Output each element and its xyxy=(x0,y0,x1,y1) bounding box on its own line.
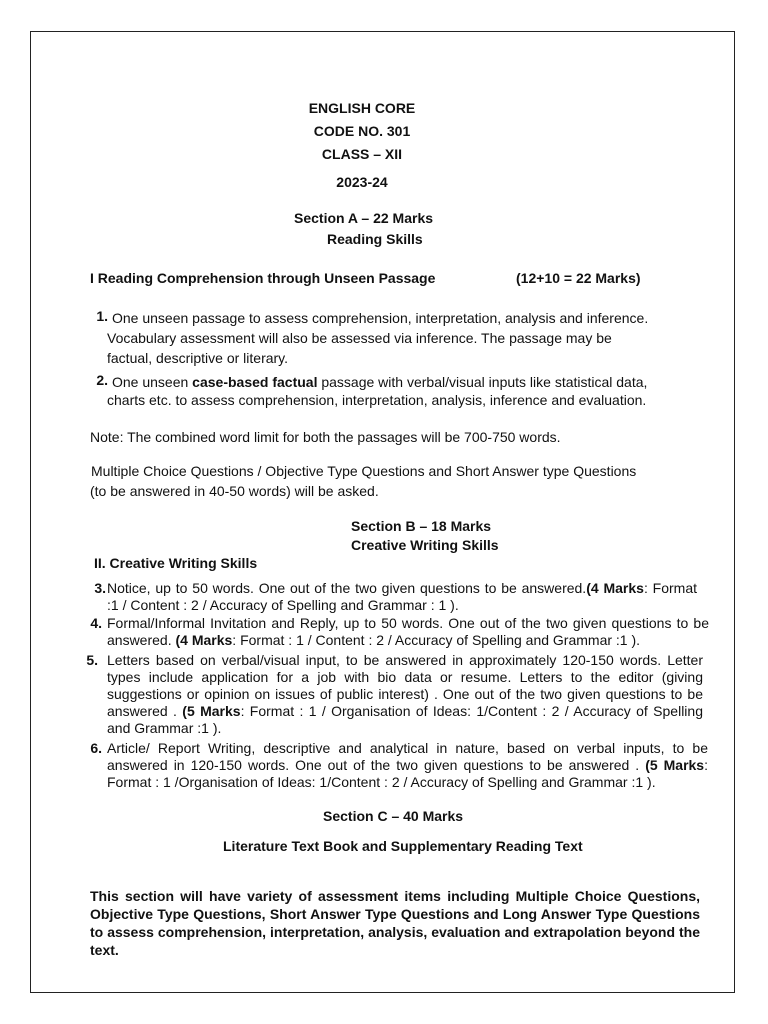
subject-title: ENGLISH CORE xyxy=(308,100,416,116)
item-1-line-1: One unseen passage to assess comprehension, interpretation, analysis and inference. xyxy=(112,310,649,326)
item-5-text: Letters based on verbal/visual input, to be answered in approximately 120-150 words. Letter types include application for a job with bio data or resume. Letters to the editor (giving suggestions or opinion on issues of public interest) . One out of the two given questions to be answered . (5 Marks: Format : 1 / Organisation of Ideas: 1/Content : 2 / Accuracy of Spelling and Grammar :1 ). xyxy=(107,652,703,736)
section-a-heading: Section A – 22 Marks xyxy=(294,210,434,226)
item-3-text: Notice, up to 50 words. One out of the two given questions to be answered.(4 Marks: Format :1 / Content : 2 / Accuracy of Spelling and Grammar : 1 ). xyxy=(107,580,698,613)
section-c-description: This section will have variety of assessment items including Multiple Choice Questions, Objective Type Questions, Short Answer Type Questions and Long Answer Type Questions to assess comprehension, interpretation, analysis, evaluation and extrapolation beyond the text. xyxy=(90,888,700,958)
code-number: CODE NO. 301 xyxy=(313,123,411,139)
item-number: 2. xyxy=(96,372,108,388)
item-1-line-2: Vocabulary assessment will also be assessed via inference. The passage may be xyxy=(107,330,612,346)
section-b-subheading: Creative Writing Skills xyxy=(351,537,499,553)
item-1-line-3: factual, descriptive or literary. xyxy=(107,350,289,366)
section-a-part-title: I Reading Comprehension through Unseen Passage xyxy=(90,270,436,286)
section-c-heading: Section C – 40 Marks xyxy=(323,808,464,824)
item-number: 5. xyxy=(86,652,98,668)
section-a-subheading: Reading Skills xyxy=(327,231,423,247)
section-b-heading: Section B – 18 Marks xyxy=(351,518,492,534)
question-types-line-2: (to be answered in 40-50 words) will be asked. xyxy=(90,483,379,499)
item-number: 1. xyxy=(96,308,108,324)
section-c-subheading: Literature Text Book and Supplementary Reading Text xyxy=(223,838,583,854)
item-4-text: Formal/Informal Invitation and Reply, up to 50 words. One out of the two given questions to be answered. (4 Marks: Format : 1 / Content : 2 / Accuracy of Spelling and Grammar :1 ). xyxy=(107,615,709,648)
item-number: 3. xyxy=(94,580,106,596)
item-2-line-1: One unseen case-based factual passage with verbal/visual inputs like statistical data, xyxy=(112,374,648,390)
item-number: 4. xyxy=(90,615,102,631)
section-b-part-title: II. Creative Writing Skills xyxy=(94,555,258,571)
item-2-line-2: charts etc. to assess comprehension, interpretation, analysis, inference and evaluation. xyxy=(107,392,647,408)
session-year: 2023-24 xyxy=(336,174,388,190)
class-label: CLASS – XII xyxy=(321,146,403,162)
word-limit-note: Note: The combined word limit for both the passages will be 700-750 words. xyxy=(90,429,561,445)
item-6-text: Article/ Report Writing, descriptive and analytical in nature, based on verbal inputs, to be answered in 120-150 words. One out of the two given questions to be answered . (5 Marks: Format : 1 /Organisation of Ideas: 1/Content : 2 / Accuracy of Spelling and Grammar :1 ). xyxy=(107,740,708,790)
question-types-line-1: Multiple Choice Questions / Objective Type Questions and Short Answer type Questions xyxy=(91,463,637,479)
item-number: 6. xyxy=(90,740,102,756)
section-a-part-marks: (12+10 = 22 Marks) xyxy=(516,270,641,286)
